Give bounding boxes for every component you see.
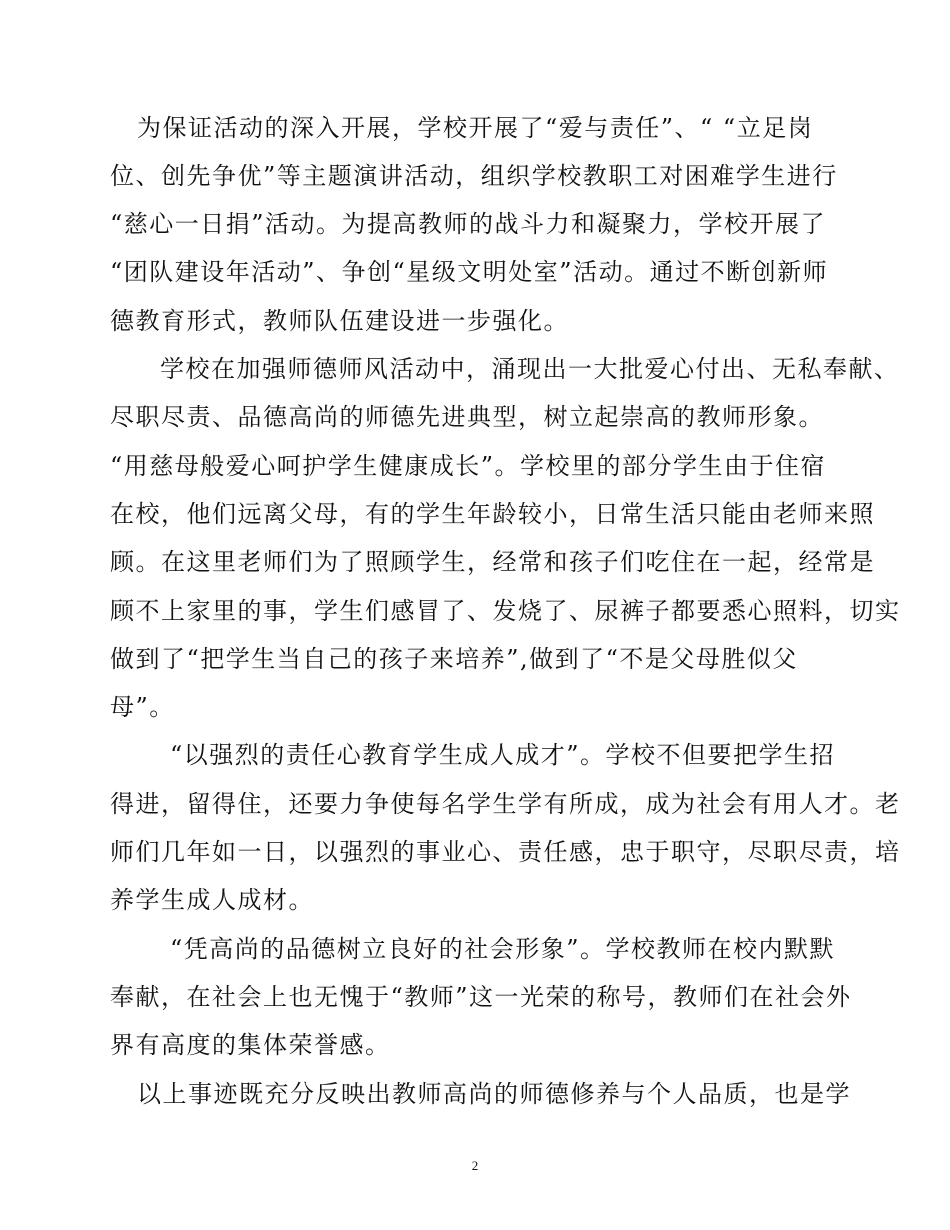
text-line: 为保证活动的深入开展，学校开展了“爱与责任”、“ “立足岗 xyxy=(137,114,814,142)
text-line: 尽职尽责、品德高尚的师德先进典型，树立起崇高的教师形象。 xyxy=(110,403,824,431)
text-line: “用慈母般爱心呵护学生健康成长”。学校里的部分学生由于住宿 xyxy=(110,452,827,480)
text-line: 在校，他们远离父母，有的学生年龄较小，日常生活只能由老师来照 xyxy=(110,500,875,528)
text-line: 做到了“把学生当自己的孩子来培养”,做到了“不是父母胜似父 xyxy=(110,645,798,673)
text-line: 位、创先争优”等主题演讲活动，组织学校教职工对困难学生进行 xyxy=(110,162,838,190)
text-line: “凭高尚的品德树立良好的社会形象”。学校教师在校内默默 xyxy=(170,935,836,963)
text-line: 师们几年如一日，以强烈的事业心、责任感，忠于职守，尽职尽责，培 xyxy=(110,838,901,866)
text-line: 奉献，在社会上也无愧于“教师”这一光荣的称号，教师们在社会外 xyxy=(110,983,852,1011)
text-line: “慈心一日捐”活动。为提高教师的战斗力和凝聚力，学校开展了 xyxy=(110,210,827,238)
text-line: 以上事迹既充分反映出教师高尚的师德修养与个人品质，也是学 xyxy=(137,1080,851,1108)
text-line: 得进，留得住，还要力争使每名学生学有所成，成为社会有用人才。老 xyxy=(110,790,901,818)
text-line: 养学生成人成材。 xyxy=(110,886,314,914)
text-line: 顾。在这里老师们为了照顾学生，经常和孩子们吃住在一起，经常是 xyxy=(110,548,875,576)
text-line: 德教育形式，教师队伍建设进一步强化。 xyxy=(110,307,569,335)
text-line: 学校在加强师德师风活动中，涌现出一大批爱心付出、无私奉献、 xyxy=(160,355,900,383)
text-line: 界有高度的集体荣誉感。 xyxy=(110,1031,391,1059)
text-line: “以强烈的责任心教育学生成人成才”。学校不但要把学生招 xyxy=(170,741,836,769)
text-line: “团队建设年活动”、争创“星级文明处室”活动。通过不断创新师 xyxy=(110,258,829,286)
text-line: 顾不上家里的事，学生们感冒了、发烧了、尿裤子都要悉心照料，切实 xyxy=(110,597,901,625)
page-number: 2 xyxy=(471,1158,479,1173)
text-line: 母”。 xyxy=(110,693,175,721)
